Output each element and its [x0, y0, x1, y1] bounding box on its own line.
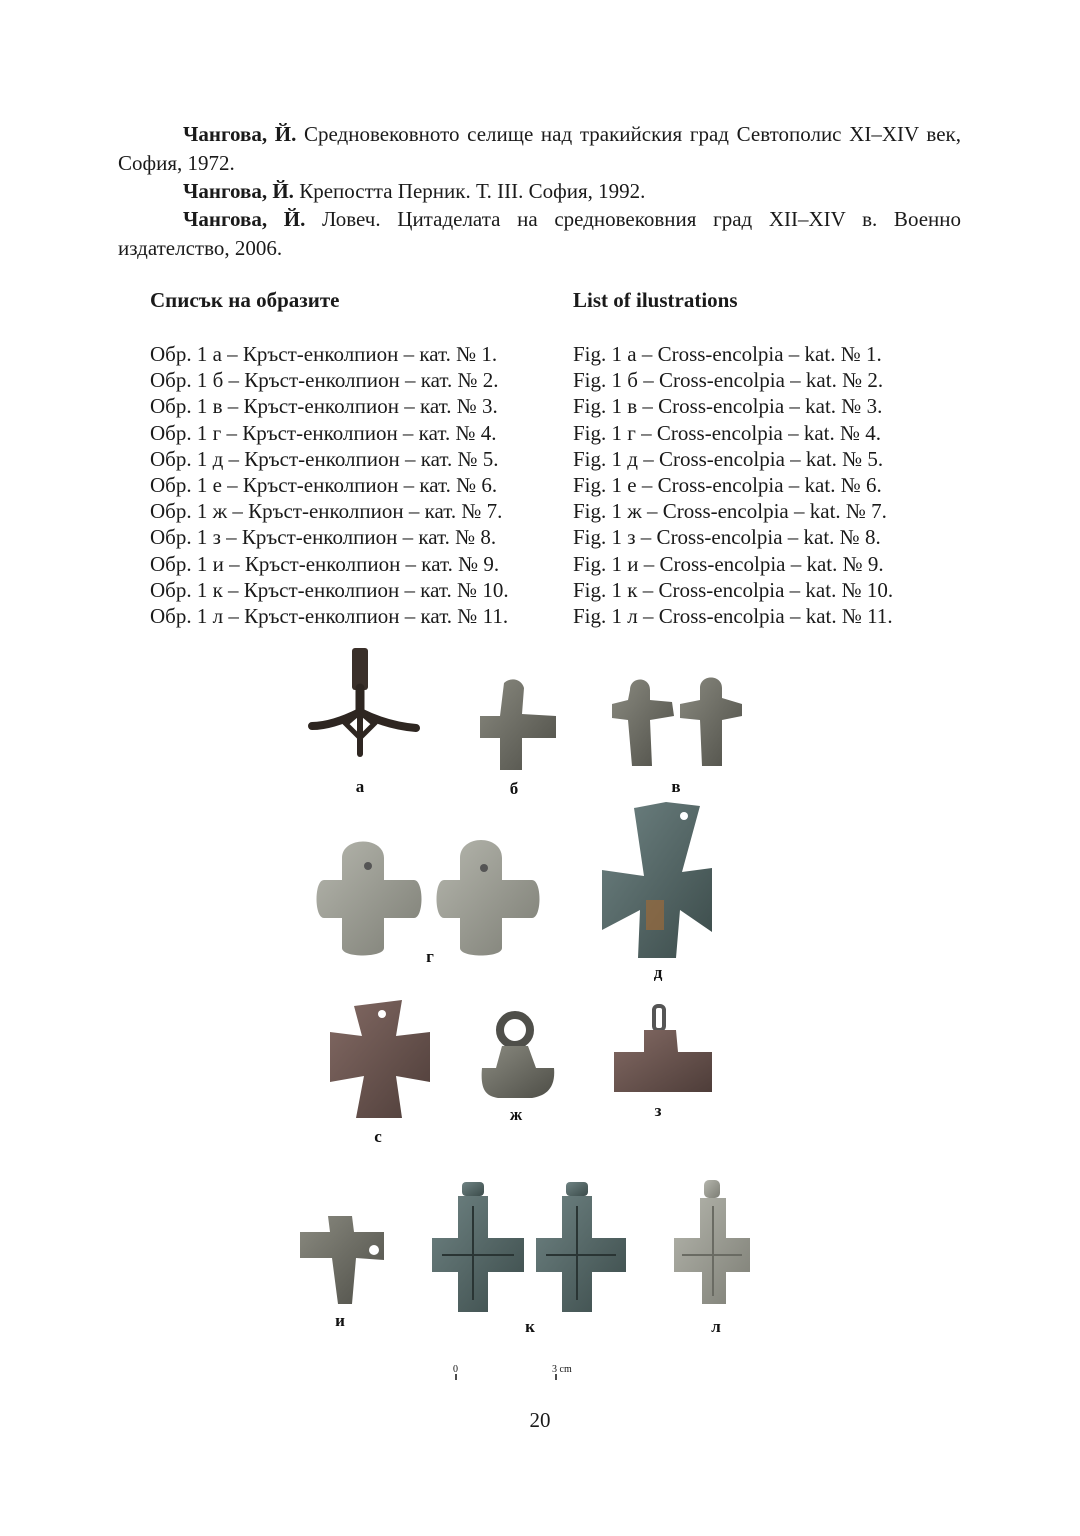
list-heading-en: List of ilustrations	[573, 288, 738, 312]
cross-k-image	[432, 1182, 626, 1312]
illustration-list-en	[573, 341, 893, 629]
list-item: Обр. 1 б – Кръст-енколпион – кат. № 2.	[150, 368, 499, 393]
label-k: к	[525, 1317, 535, 1336]
label-d: д	[653, 963, 663, 982]
list-item: Fig. 1 е – Cross-encolpia – kat. № 6.	[573, 473, 882, 498]
scale-start: 0	[453, 1364, 458, 1375]
list-item: Fig. 1 г – Cross-encolpia – kat. № 4.	[573, 420, 882, 445]
list-item: Обр. 1 л – Кръст-енколпион – кат. № 11.	[150, 604, 509, 629]
cross-l-image	[674, 1180, 750, 1304]
bib-author: Чангова, Й.	[183, 122, 297, 146]
bib-text: Ловеч. Цитаделата на средновековния град XII–XIV в. Военно издателство, 2006.	[118, 207, 961, 260]
list-item: Обр. 1 е – Кръст-енколпион – кат. № 6.	[150, 473, 498, 498]
list-item: Обр. 1 г – Кръст-енколпион – кат. № 4.	[150, 420, 497, 445]
label-a: а	[355, 777, 365, 796]
cross-b-image	[480, 679, 556, 770]
cross-v-image	[612, 678, 742, 767]
scale-end: 3 cm	[552, 1364, 572, 1375]
list-item: Fig. 1 ж – Cross-encolpia – kat. № 7.	[573, 499, 887, 524]
list-item: Fig. 1 к – Cross-encolpia – kat. № 10.	[573, 577, 894, 602]
list-item: Обр. 1 ж – Кръст-енколпион – кат. № 7.	[150, 499, 503, 524]
bibliography-entry	[118, 120, 961, 178]
label-z: з	[654, 1101, 662, 1120]
list-item: Fig. 1 а – Cross-encolpia – kat. № 1.	[573, 342, 882, 366]
list-item: Fig. 1 л – Cross-encolpia – kat. № 11.	[573, 604, 893, 629]
list-item: Fig. 1 и – Cross-encolpia – kat. № 9.	[573, 551, 884, 576]
list-item: Обр. 1 д – Кръст-енколпион – кат. № 5.	[150, 446, 499, 471]
bib-author: Чангова, Й.	[183, 179, 294, 203]
list-item: Fig. 1 в – Cross-encolpia – kat. № 3.	[573, 394, 883, 419]
page-number: 20	[529, 1408, 551, 1432]
list-item: Обр. 1 в – Кръст-енколпион – кат. № 3.	[150, 394, 498, 419]
bib-text: Средновековното селище над тракийския град Севтополис XI–XIV век, София, 1972.	[118, 122, 961, 175]
illustration-list-bg	[150, 341, 509, 629]
cross-i-image	[300, 1216, 384, 1304]
cross-d-image	[602, 802, 712, 958]
scale-bar	[453, 1364, 572, 1380]
cross-a-image	[312, 648, 416, 754]
cross-z-image	[614, 1006, 712, 1092]
label-i: и	[335, 1311, 345, 1330]
bibliography-entry	[118, 205, 961, 263]
label-b: б	[509, 779, 519, 798]
list-item: Обр. 1 к – Кръст-енколпион – кат. № 10.	[150, 577, 509, 602]
label-l: л	[711, 1317, 721, 1336]
list-item: Обр. 1 а – Кръст-енколпион – кат. № 1.	[150, 342, 498, 366]
label-zh: ж	[509, 1105, 523, 1124]
bibliography-entry	[118, 177, 961, 206]
bib-text: Крепостта Перник. Т. III. София, 1992.	[293, 179, 646, 203]
list-heading-bg: Списък на образите	[150, 288, 340, 312]
cross-zh-image	[482, 1015, 555, 1098]
list-item: Обр. 1 и – Кръст-енколпион – кат. № 9.	[150, 551, 500, 576]
label-g: г	[426, 947, 434, 966]
bib-author: Чангова, Й.	[183, 207, 306, 231]
list-item: Fig. 1 д – Cross-encolpia – kat. № 5.	[573, 446, 884, 471]
cross-e-image	[330, 1000, 430, 1118]
label-v: в	[671, 777, 681, 796]
label-e: с	[374, 1127, 382, 1146]
cross-g-image	[317, 840, 540, 956]
list-item: Fig. 1 б – Cross-encolpia – kat. № 2.	[573, 368, 884, 393]
list-item: Обр. 1 з – Кръст-енколпион – кат. № 8.	[150, 525, 497, 550]
list-item: Fig. 1 з – Cross-encolpia – kat. № 8.	[573, 525, 881, 550]
cross-encolpia-figure	[0, 640, 1080, 1380]
